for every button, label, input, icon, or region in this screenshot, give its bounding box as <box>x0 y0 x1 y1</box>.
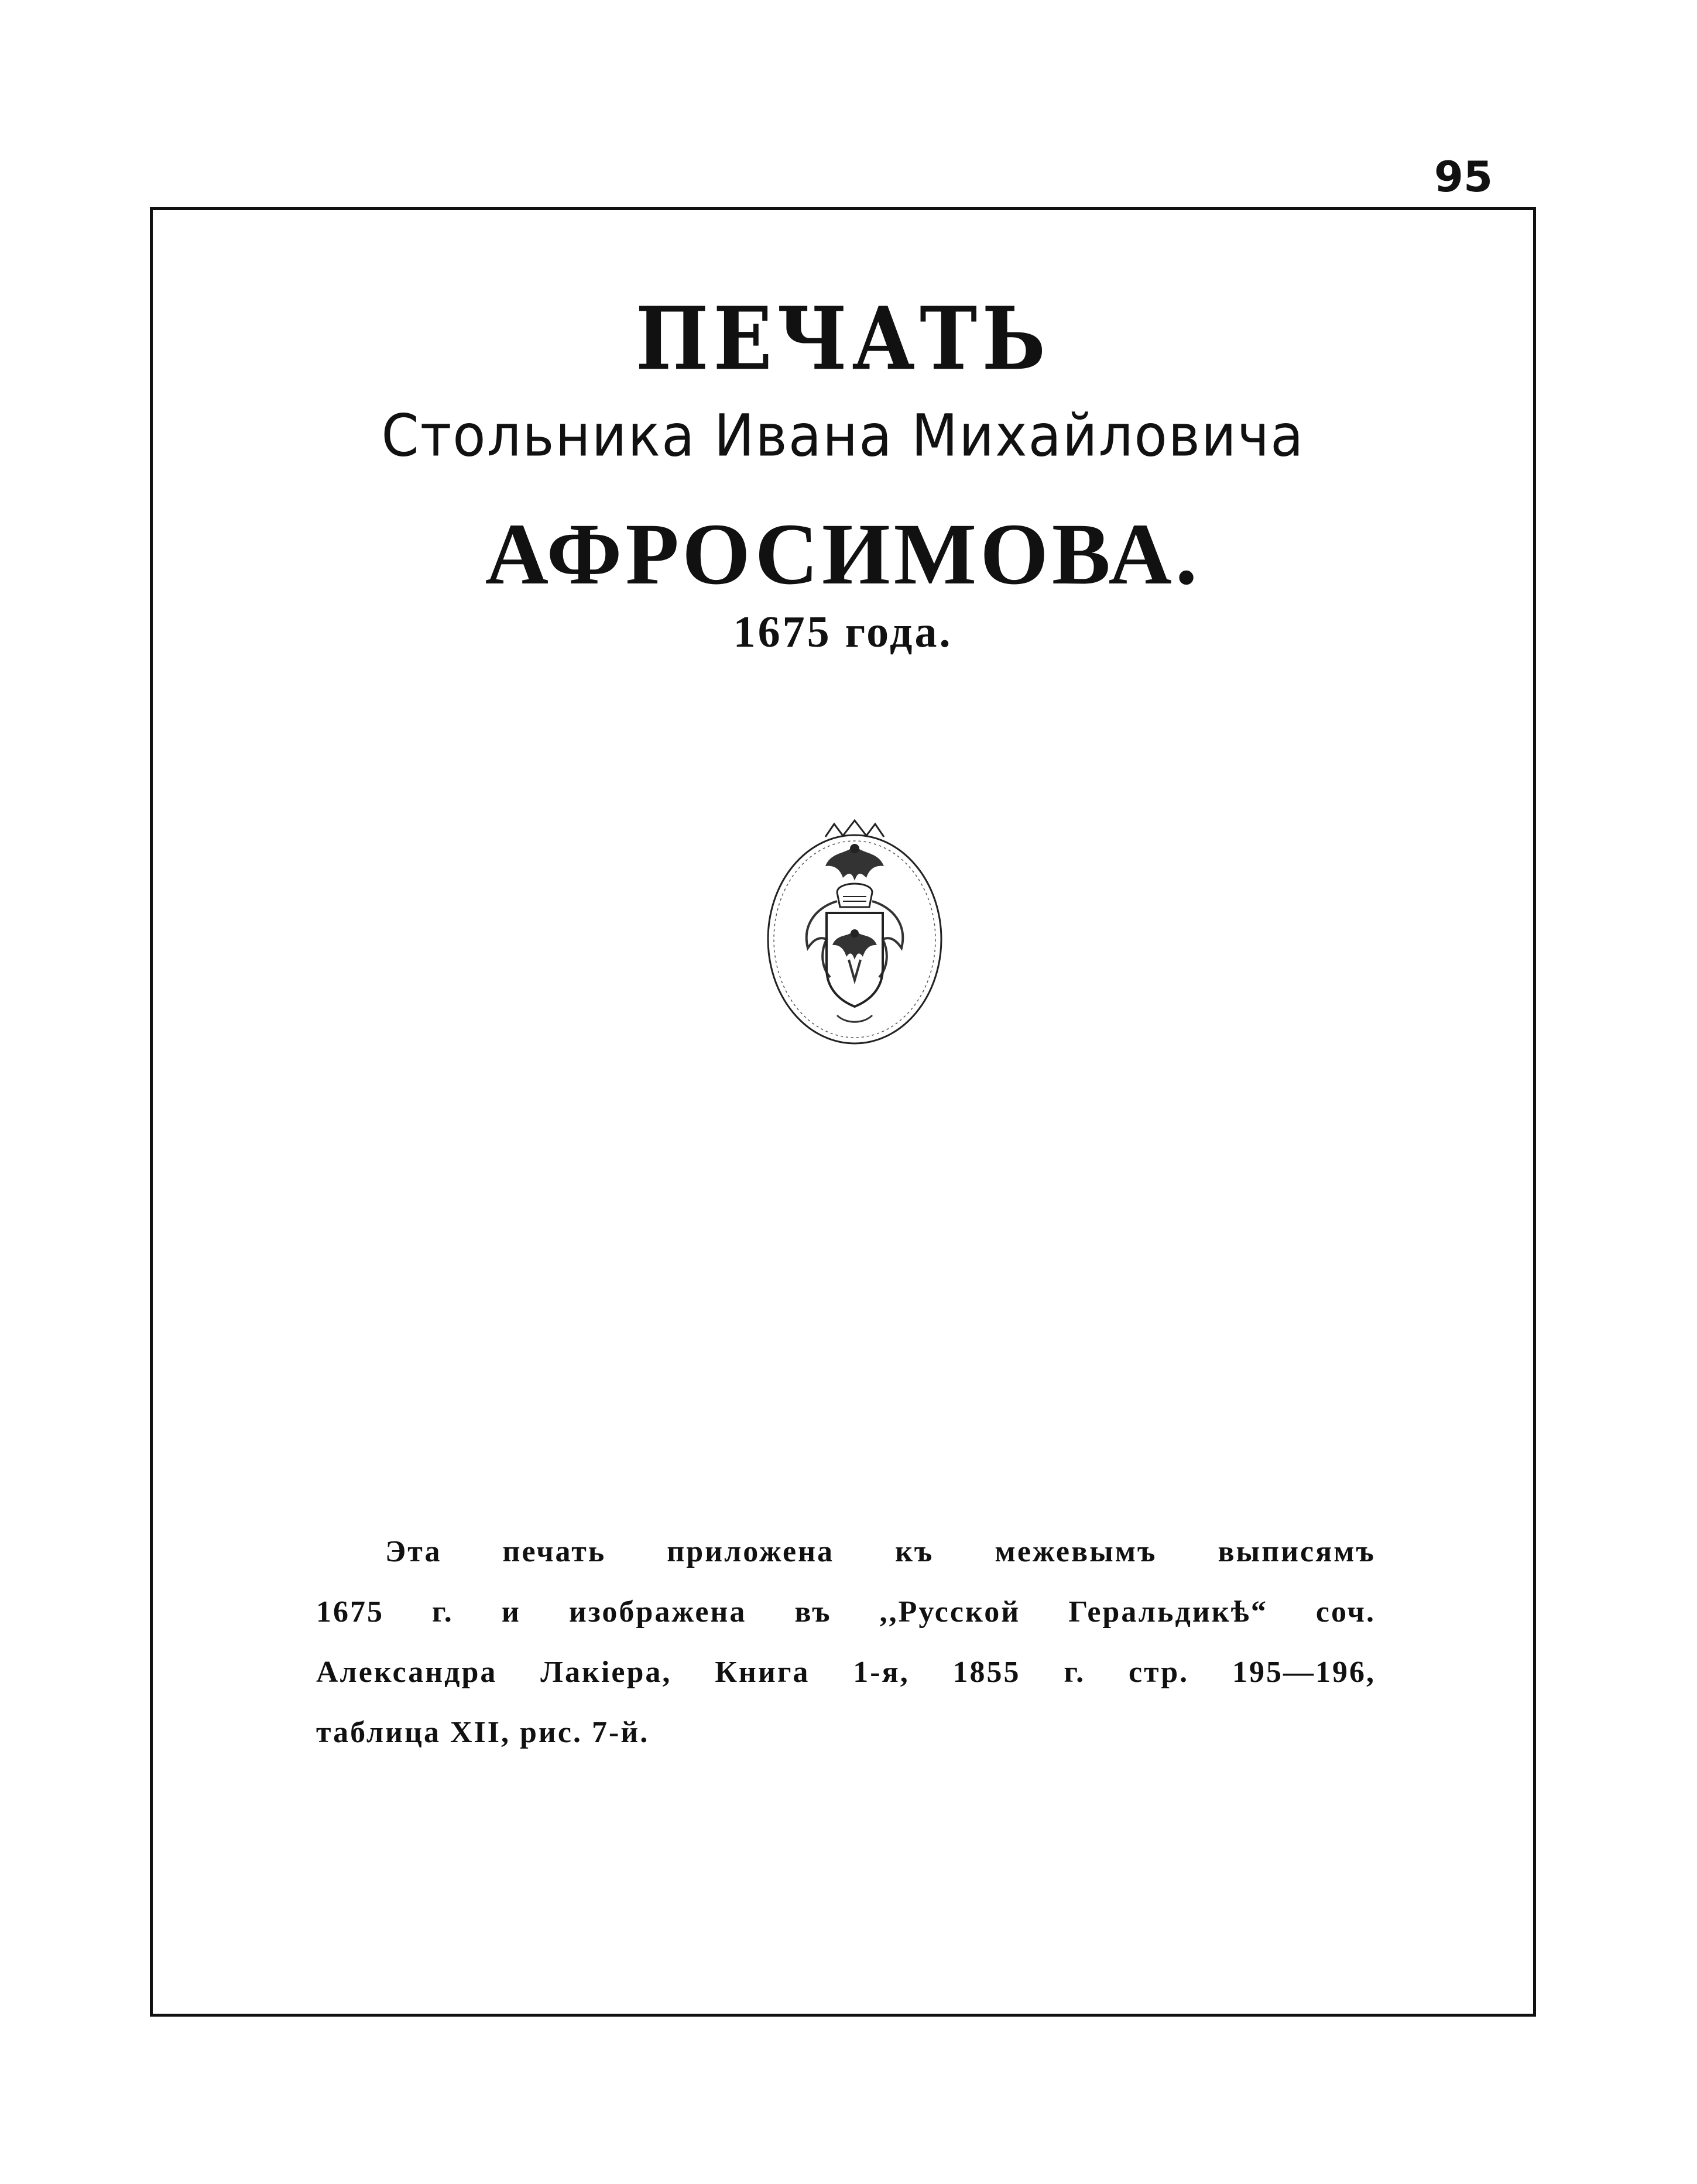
caption-line: 1675 г. и изображена въ ,,Русской Геральдикѣ“ соч. <box>316 1595 1376 1629</box>
page-number: 95 <box>1434 152 1493 201</box>
document-subtitle: Стольника Ивана Михайловича <box>381 401 1305 470</box>
heraldic-seal-icon <box>761 813 948 1048</box>
caption <box>316 1522 1376 1763</box>
caption-line: Александра Лакіера, Книга 1-я, 1855 г. стр. 195—196, <box>316 1656 1376 1689</box>
document-year: 1675 года. <box>733 607 953 657</box>
document-title: ПЕЧАТЬ <box>635 288 1051 390</box>
document-surname: АФРОСИМОВА. <box>485 506 1201 603</box>
caption-line: Эта печать приложена къ межевымъ выписямъ <box>385 1535 1376 1568</box>
caption-line: таблица XII, рис. 7-й. <box>316 1716 650 1749</box>
